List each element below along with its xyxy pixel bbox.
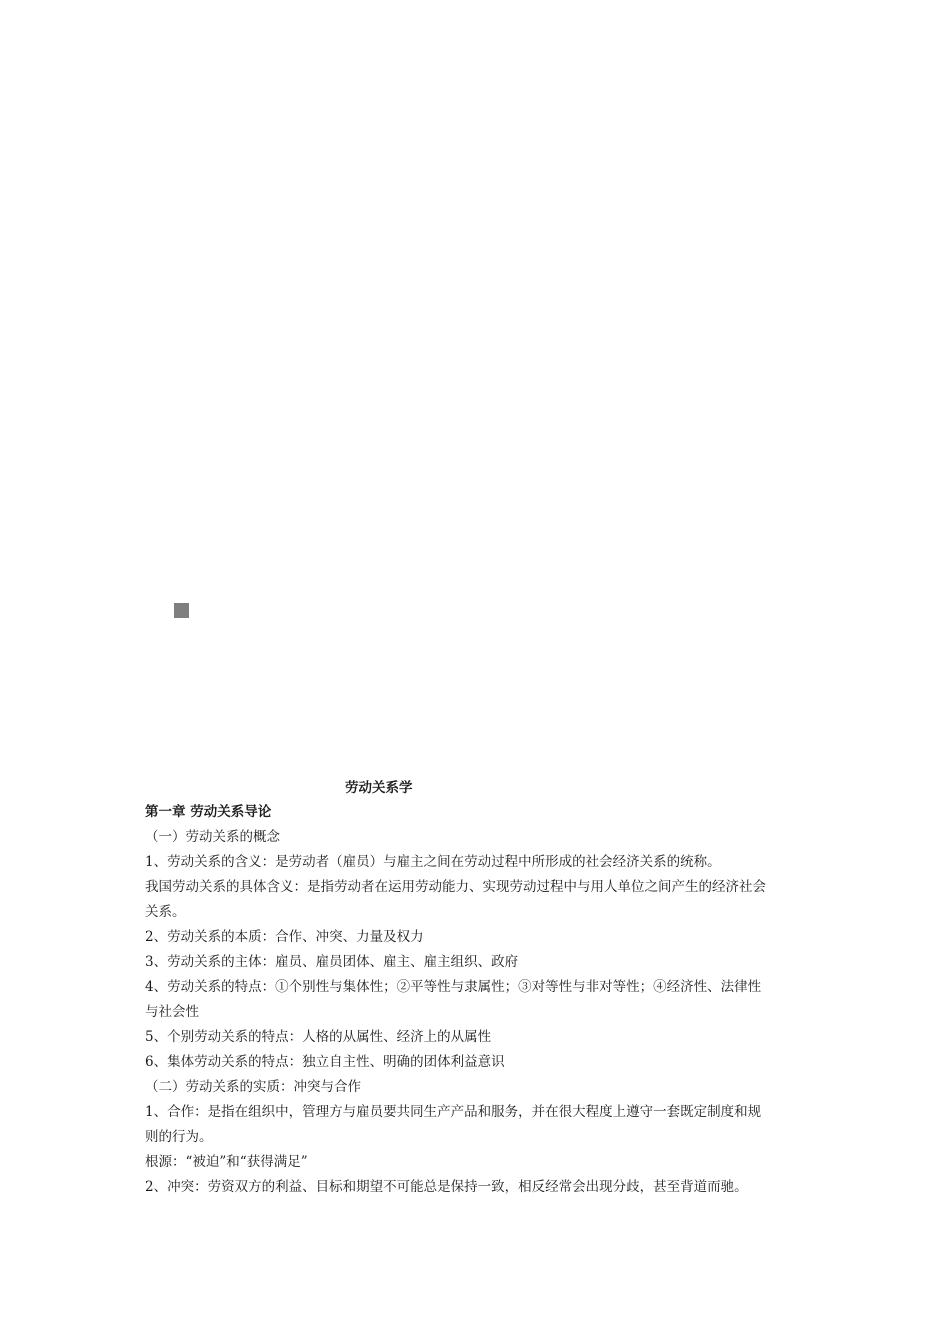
section-heading-2: （二）劳动关系的实质：冲突与合作 (145, 1079, 361, 1095)
paragraph: 5、个别劳动关系的特点：人格的从属性、经济上的从属性 (145, 1029, 492, 1045)
paragraph: 6、集体劳动关系的特点：独立自主性、明确的团体利益意识 (145, 1054, 505, 1070)
paragraph: 1、劳动关系的含义：是劳动者（雇员）与雇主之间在劳动过程中所形成的社会经济关系的统称。 (145, 854, 721, 870)
paragraph: 2、劳动关系的本质：合作、冲突、力量及权力 (145, 929, 424, 945)
paragraph: 根源：“被迫”和“获得满足” (145, 1154, 308, 1170)
paragraph: 则的行为。 (145, 1129, 213, 1145)
chapter-heading: 第一章 劳动关系导论 (145, 804, 272, 820)
paragraph: 2、冲突：劳资双方的利益、目标和期望不可能总是保持一致，相反经常会出现分歧，甚至背道而驰。 (145, 1179, 748, 1195)
square-bullet-icon (174, 603, 189, 618)
document-body (145, 776, 810, 1200)
section-heading-1: （一）劳动关系的概念 (145, 829, 280, 845)
paragraph: 我国劳动关系的具体含义：是指劳动者在运用劳动能力、实现劳动过程中与用人单位之间产生的经济社会 (145, 879, 766, 895)
paragraph: 4、劳动关系的特点：①个别性与集体性；②平等性与隶属性；③对等性与非对等性；④经济性、法律性 (145, 979, 762, 995)
paragraph-list (145, 825, 810, 1200)
paragraph: 关系。 (145, 904, 186, 920)
document-title: 劳动关系学 (345, 780, 413, 796)
paragraph: 3、劳动关系的主体：雇员、雇员团体、雇主、雇主组织、政府 (145, 954, 519, 970)
paragraph: 1、合作：是指在组织中，管理方与雇员要共同生产产品和服务，并在很大程度上遵守一套既定制度和规 (145, 1104, 762, 1120)
paragraph: 与社会性 (145, 1004, 199, 1020)
